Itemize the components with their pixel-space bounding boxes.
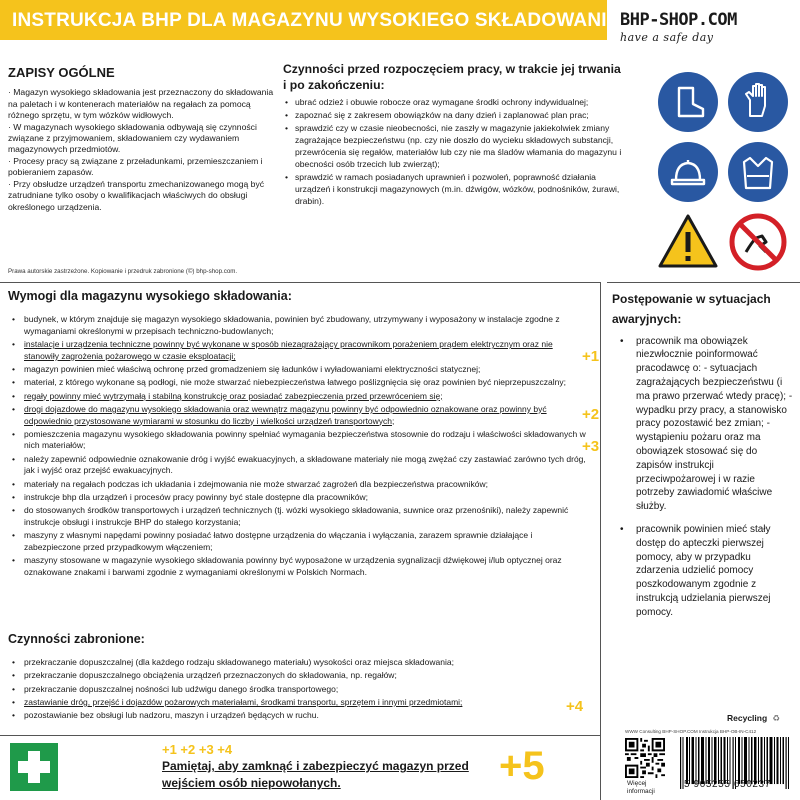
list-item: • instrukcje bhp dla urządzeń i procesów pracy powinny być stale dostępne dla pracowników; <box>8 492 588 504</box>
list-item: • regały powinny mieć wytrzymałą i stabilną konstrukcję oraz posiadać zabezpieczenia przed przewróceniem się; <box>8 391 588 403</box>
section-divider <box>0 282 600 283</box>
list-item: • przekraczanie dopuszczalnej nośności lub udźwigu danego środka transportowego; <box>8 684 588 696</box>
badge-plus-4: +4 <box>566 698 584 715</box>
badge-sequence: +1 +2 +3 +4 <box>162 742 233 757</box>
product-code: WWW Consulting BHP-SHOP.COM Instrukcja BHP-OB-IN-C412 <box>625 729 757 734</box>
more-info-label: Więcej informacji <box>627 780 655 795</box>
brand-tagline: have a safe day <box>620 31 714 44</box>
safety-icons <box>640 62 800 282</box>
badge-plus-2: +2 <box>582 406 600 423</box>
list-item: • przekraczanie dopuszczalnej (dla każdego rodzaju składowanego materiału) wysokości oraz miejsca składowania; <box>8 657 588 669</box>
hard-hat-icon <box>658 142 718 202</box>
section-divider <box>0 735 600 736</box>
emergency-section <box>612 290 794 629</box>
before-work-section <box>283 62 623 208</box>
list-item: • sprawdzić czy w czasie nieobecności, nie zaszły w magazynie jakiekolwiek zmiany zagrażające bezpieczeństwu (np. czy nie doszło do wycieku składowych substancji, przewrócenia się regałów, materiałów lub czy nie ma śladów włamania do magazynu i obecności osób trzecich lub zwierząt); <box>283 122 623 170</box>
list-item: • pracownik powinien mieć stały dostęp do apteczki pierwszej pomocy, aby w przypadku zdarzenia udzielić pomocy poszkodowanym zgodnie z instrukcją udzielania pierwszej pomocy. <box>612 523 794 620</box>
recycling-icon: ♻ <box>772 713 781 723</box>
list-item: • pozostawianie bez obsługi lub nadzoru, maszyn i urządzeń będących w ruchu. <box>8 710 588 722</box>
badge-plus-5: +5 <box>499 744 545 788</box>
list-item: • maszyny stosowane w magazynie wysokiego składowania powinny być wyposażone w urządzenia sygnalizacji dźwiękowej i/lub optycznej oraz oznakowane znakami i barwami zgodnie z wymaganiami określonymi w Polskich Normach. <box>8 555 588 578</box>
list-item: • należy zapewnić odpowiednie oznakowanie dróg i wyjść ewakuacyjnych, a składowane materiały nie mogą zwężać czy zastawiać zarówno tych dróg, jak i wyjść oraz przejść ewakuacyjnych. <box>8 454 588 477</box>
list-item: • zapoznać się z zakresem obowiązków na dany dzień i zaplanować plan prac; <box>283 109 623 121</box>
list-item: • drogi dojazdowe do magazynu wysokiego składowania oraz wewnątrz magazynu powinny być odpowiednio oznakowane oraz powinny być odpowiednio przystosowane wymiarami w stosunku do liczby i wielkości urządzeń transportowych; <box>8 404 588 427</box>
header <box>0 0 800 58</box>
forbidden-heading: Czynności zabronione: <box>8 632 145 646</box>
safety-boots-icon <box>658 72 718 132</box>
warning-triangle-icon <box>656 212 720 272</box>
forbidden-list <box>8 657 588 722</box>
list-item: • maszyny z własnymi napędami powinny posiadać łatwo dostępne urządzenia do włączania i wyłączania, zarazem sprawnie działające i zabezpieczone przed przypadkowym włączeniem; <box>8 530 588 553</box>
page-title: INSTRUKCJA BHP DLA MAGAZYNU WYSOKIEGO SKŁADOWANIA <box>0 0 607 40</box>
list-item: • materiał, z którego wykonane są podłogi, nie może stwarzać niebezpieczeństwa łatwego poślizgnięcia się oraz powinien być nieprzepuszczalny; <box>8 377 588 389</box>
brand-name: BHP-SHOP.COM <box>620 10 737 30</box>
column-divider <box>600 282 601 800</box>
barcode-number: 5 905255 650237 <box>684 779 771 790</box>
general-paragraph: · Przy obsłudze urządzeń transportu zmechanizowanego mogą być zatrudniane tylko osoby o kwalifikacjach właściwych do obsługi określonego urządzenia. <box>8 178 265 212</box>
requirements-list <box>8 314 588 578</box>
list-item: • pomieszczenia magazynu wysokiego składowania powinny spełniać wymagania bezpieczeństwa stosownie do rodzaju i właściwości składowanych w nich materiałów; <box>8 429 588 452</box>
list-item: • ubrać odzież i obuwie robocze oraz wymagane środki ochrony indywidualnej; <box>283 96 623 108</box>
general-paragraph: · Procesy pracy są związane z przeładunkami, przemieszczaniem i pobieraniem zapasów. <box>8 155 263 178</box>
section-divider <box>607 282 800 283</box>
forbidden-section <box>8 631 588 723</box>
qr-code[interactable] <box>625 738 665 778</box>
general-section <box>8 64 276 213</box>
list-item: • do stosowanych środków transportowych i urządzeń technicznych (tj. wózki wysokiego składowania, suwnice oraz przenośniki), należy zapewnić instrukcje obsługi i instrukcje BHP do stałego korzystania; <box>8 505 588 528</box>
requirements-heading: Wymogi dla magazynu wysokiego składowania: <box>8 289 292 303</box>
list-item: • przekraczanie dopuszczalnego obciążenia urządzeń przeznaczonych do składowania, np. regałów; <box>8 670 588 682</box>
high-visibility-vest-icon <box>728 142 788 202</box>
emergency-heading: Postępowanie w sytuacjach awaryjnych: <box>612 292 771 326</box>
list-item: • magazyn powinien mieć właściwą ochronę przed gromadzeniem się ładunków i wyładowaniami elektryczności statycznej; <box>8 364 588 376</box>
badge-plus-3: +3 <box>582 438 600 455</box>
safety-gloves-icon <box>728 72 788 132</box>
badge-plus-1: +1 <box>582 348 600 365</box>
copyright-note: Prawa autorskie zastrzeżone. Kopiowanie i przedruk zabronione (©) bhp-shop.com. <box>8 268 238 275</box>
list-item: • instalacje i urządzenia techniczne powinny być wykonane w sposób niezagrażający pracownikom porażeniem prądem elektrycznym oraz nie stanowiły zagrożenia pożarowego w czasie eksploatacji; <box>8 339 588 362</box>
requirements-section <box>8 288 588 580</box>
before-work-heading: Czynności przed rozpoczęciem pracy, w trakcie jej trwania i po zakończeniu: <box>283 62 621 92</box>
list-item: • sprawdzić w ramach posiadanych uprawnień i pozwoleń, poprawność działania urządzeń i konstrukcji magazynowych (m.in. dźwigów, wózków, podnośników, żurawi, drabin). <box>283 171 623 207</box>
first-aid-icon <box>10 743 58 791</box>
list-item: • pracownik ma obowiązek niezwłocznie poinformować pracodawcę o: - sytuacjach zagrażających bezpieczeństwu (i ma prawo przerwać wtedy pracę); - wypadku przy pracy, a stanowisko pracy pozostawić bez zmian; - wystąpieniu pożaru oraz ma obowiązek stosować się do zapisów instrukcji przeciwpożarowej i w razie potrzeby zawiadomić właściwe służby. <box>612 335 794 514</box>
no-entry-hand-icon <box>728 212 788 272</box>
list-item: • budynek, w którym znajduje się magazyn wysokiego składowania, powinien być zbudowany, utrzymywany i wyposażony w instalacje zgodne z wymaganiami określonymi w przepisach techniczno-budowlanych; <box>8 314 588 337</box>
reminder-text: Pamiętaj, aby zamknąć i zabezpieczyć magazyn przed wejściem osób niepowołanych. <box>162 759 469 790</box>
general-paragraph: · Magazyn wysokiego składowania jest przeznaczony do składowania na paletach i w kontenerach materiałów na regałach za pomocą różnego sprzętu, w tym wózków widłowych. <box>8 87 274 121</box>
before-work-list <box>283 96 623 207</box>
general-heading: ZAPISY OGÓLNE <box>8 65 115 80</box>
list-item: • zastawianie dróg, przejść i dojazdów pożarowych materiałami, środkami transportu, sprzętem i innymi przedmiotami; <box>8 697 588 709</box>
emergency-list <box>612 335 794 620</box>
general-paragraph: · W magazynach wysokiego składowania odbywają się czynności związane z przyjmowaniem, składowaniem czy wydawaniem magazynowych przedmiotów. <box>8 121 257 155</box>
list-item: • materiały na regałach podczas ich układania i zdejmowania nie może stwarzać zagrożeń dla bezpieczeństwa pracowników; <box>8 479 588 491</box>
brand-logo[interactable] <box>620 10 790 44</box>
bottom-reminder <box>0 738 600 800</box>
recycling-label: Recycling ♻ <box>727 713 781 723</box>
